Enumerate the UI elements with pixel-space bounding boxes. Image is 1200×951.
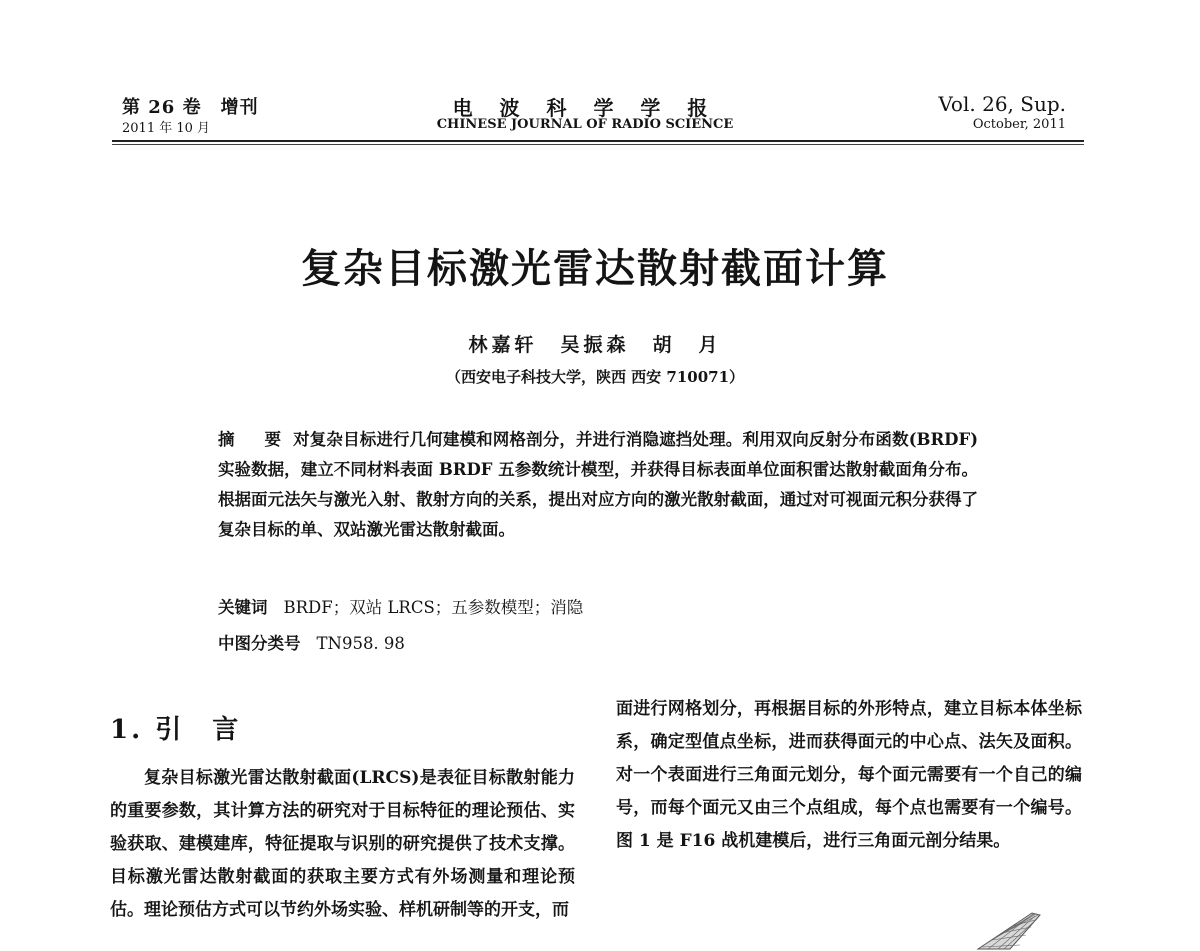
abstract-text: 对复杂目标进行几何建模和网格剖分，并进行消隐遮挡处理。利用双向反射分布函数(BRDF)实验数据，建立不同材料表面 BRDF 五参数统计模型，并获得目标表面单位面积雷达散射截面角分布。根据面元法矢与激光入射、散射方向的关系，提出对应方向的激光散射截面，通过对可视面元积分获得了复杂目标的单、双站激光雷达散射截面。 — [218, 430, 978, 539]
header-rule-thin — [112, 144, 1084, 145]
classification-value: TN958. 98 — [316, 634, 405, 653]
abstract-label: 摘 要 — [218, 430, 294, 449]
section-title-part1: 引 — [155, 715, 185, 745]
header-volume-en: Vol. 26, Sup. — [938, 92, 1066, 116]
classification-label: 中图分类号 — [218, 634, 301, 653]
header-date: 2011 年 10 月 — [122, 121, 211, 136]
paper-affiliation: （西安电子科技大学，陕西 西安 710071） — [445, 368, 745, 386]
section-title-part2: 言 — [212, 715, 242, 745]
section-number: 1. — [110, 715, 144, 745]
body-right-column: 面进行网格划分，再根据目标的外形特点，建立目标本体坐标系，确定型值点坐标，进而获得面元的中心点、法矢及面积。对一个表面进行三角面元划分，每个面元需要有一个自己的编号，而每个面元又由三个点组成，每个点也需要有一个编号。图 1 是 F16 战机建模后，进行三角面元剖分结果。 — [616, 699, 1082, 851]
journal-name-cn: 电 波 科 学 学 报 — [452, 96, 718, 120]
keywords-row — [218, 594, 583, 618]
keywords-label: 关键词 — [218, 598, 268, 617]
header-date-en: October, 2011 — [972, 117, 1066, 132]
journal-name-en: CHINESE JOURNAL OF RADIO SCIENCE — [436, 117, 734, 132]
body-left-column: 复杂目标激光雷达散射截面(LRCS)是表征目标散射能力的重要参数，其计算方法的研究对于目标特征的理论预估、实验获取、建模建库，特征提取与识别的研究提供了技术支撑。目标激光雷达散射截面的获取主要方式有外场测量和理论预估。理论预估方式可以节约外场实验、样机研制等的开支，而 — [110, 768, 575, 920]
section-heading — [110, 709, 241, 746]
keywords-value: BRDF；双站 LRCS；五参数模型；消隐 — [283, 598, 584, 617]
paper-authors: 林嘉轩 吴振森 胡 月 — [468, 334, 722, 356]
abstract — [218, 425, 978, 545]
classification-row — [218, 630, 405, 654]
paper-title: 复杂目标激光雷达散射截面计算 — [301, 246, 889, 292]
figure-mesh-fragment — [940, 905, 1050, 951]
header-rule — [112, 140, 1084, 142]
header-volume: 第 26 卷 增刊 — [122, 97, 259, 118]
